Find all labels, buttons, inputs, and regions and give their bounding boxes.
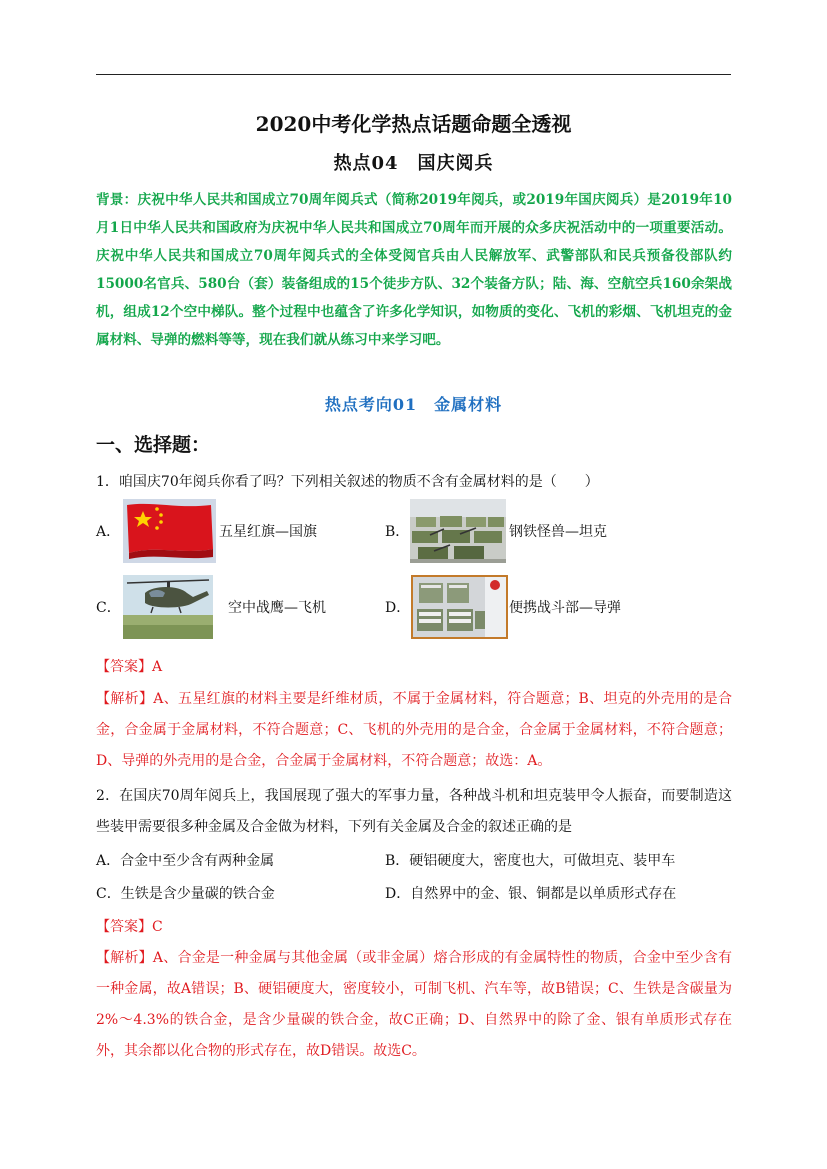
q1-option-b-letter: B． [385, 524, 410, 540]
header-rule [96, 74, 731, 75]
q1-option-d-text: 便携战斗部—导弹 [509, 600, 621, 616]
section-heading: 一、选择题： [96, 434, 211, 456]
q1-option-a-letter: A． [96, 524, 121, 540]
document-subtitle: 热点04 国庆阅兵 [333, 153, 494, 174]
topic-heading: 热点考向01 金属材料 [324, 395, 503, 414]
q1-analysis-text: A、五星红旗的材料主要是纤维材质，不属于金属材料，符合题意；B、坦克的外壳用的是合金，合金属于金属材料，不符合题意；C、飞机的外壳用的是合金，合金属于金属材料，不符合题意；D、导弹的外壳用的是合金，合金属于金属材料，不符合题意；故选：A。 [96, 691, 732, 769]
q2-analysis-text: A、合金是一种金属与其他金属（或非金属）熔合形成的有金属特性的物质，合金中至少含有一种金属，故A错误；B、硬铝硬度大，密度较小，可制飞机、汽车等，故B错误；C、生铁是含碳量为2%～4.3%的铁合金，是含少量碳的铁合金，故C正确；D、自然界中的除了金、银有单质形式存在外，其余都以化合物的形式存在，故D错误。故选C。 [96, 950, 733, 1059]
q1-analysis [96, 684, 732, 777]
q2-option-b: B．硬铝硬度大，密度也大，可做坦克、装甲车 [385, 853, 676, 869]
background-paragraph: 背景：庆祝中华人民共和国成立70周年阅兵式（简称2019年阅兵，或2019年国庆阅兵）是2019年10月1日中华人民共和国政府为庆祝中华人民共和国成立70周年而开展的众多庆祝活动中的一项重要活动。庆祝中华人民共和国成立70周年阅兵式的全体受阅官兵由人民解放军、武警部队和民兵预备役部队约15000名官兵、580台（套）装备组成的15个徒步方队、32个装备方队；陆、海、空航空兵160余架战机，组成12个空中梯队。整个过程中也蕴含了许多化学知识，如物质的变化、飞机的彩烟、飞机坦克的金属材料、导弹的燃料等等，现在我们就从练习中来学习吧。 [96, 192, 732, 348]
q1-option-a-text: 五星红旗—国旗 [219, 524, 317, 540]
q1-option-c-text: 空中战鹰—飞机 [228, 600, 326, 616]
q2-analysis [96, 943, 732, 1067]
q1-option-d-letter: D． [385, 600, 411, 616]
missile-image [411, 575, 508, 639]
tank-image [410, 499, 506, 563]
helicopter-image [123, 575, 213, 639]
q2-answer: 【答案】C [96, 919, 163, 935]
q2-stem: 2．在国庆70周年阅兵上，我国展现了强大的军事力量，各种战斗机和坦克装甲令人振奋，而要制造这些装甲需要很多种金属及合金做为材料，下列有关金属及合金的叙述正确的是 [96, 788, 732, 835]
q2-option-d: D．自然界中的金、银、铜都是以单质形式存在 [385, 886, 677, 902]
q1-option-c-letter: C． [96, 600, 121, 616]
q1-analysis-label: 【解析】 [96, 691, 154, 707]
document-title: 2020中考化学热点话题命题全透视 [255, 112, 572, 136]
q2-analysis-label: 【解析】 [96, 950, 153, 966]
q1-answer: 【答案】A [96, 659, 163, 675]
q1-option-b-text: 钢铁怪兽—坦克 [509, 524, 607, 540]
q2-option-c: C．生铁是含少量碳的铁合金 [96, 886, 275, 902]
q1-stem: 1．咱国庆70年阅兵你看了吗？下列相关叙述的物质不含有金属材料的是（ ） [96, 474, 599, 490]
flag-image [123, 499, 216, 563]
q2-option-a: A．合金中至少含有两种金属 [96, 853, 275, 869]
